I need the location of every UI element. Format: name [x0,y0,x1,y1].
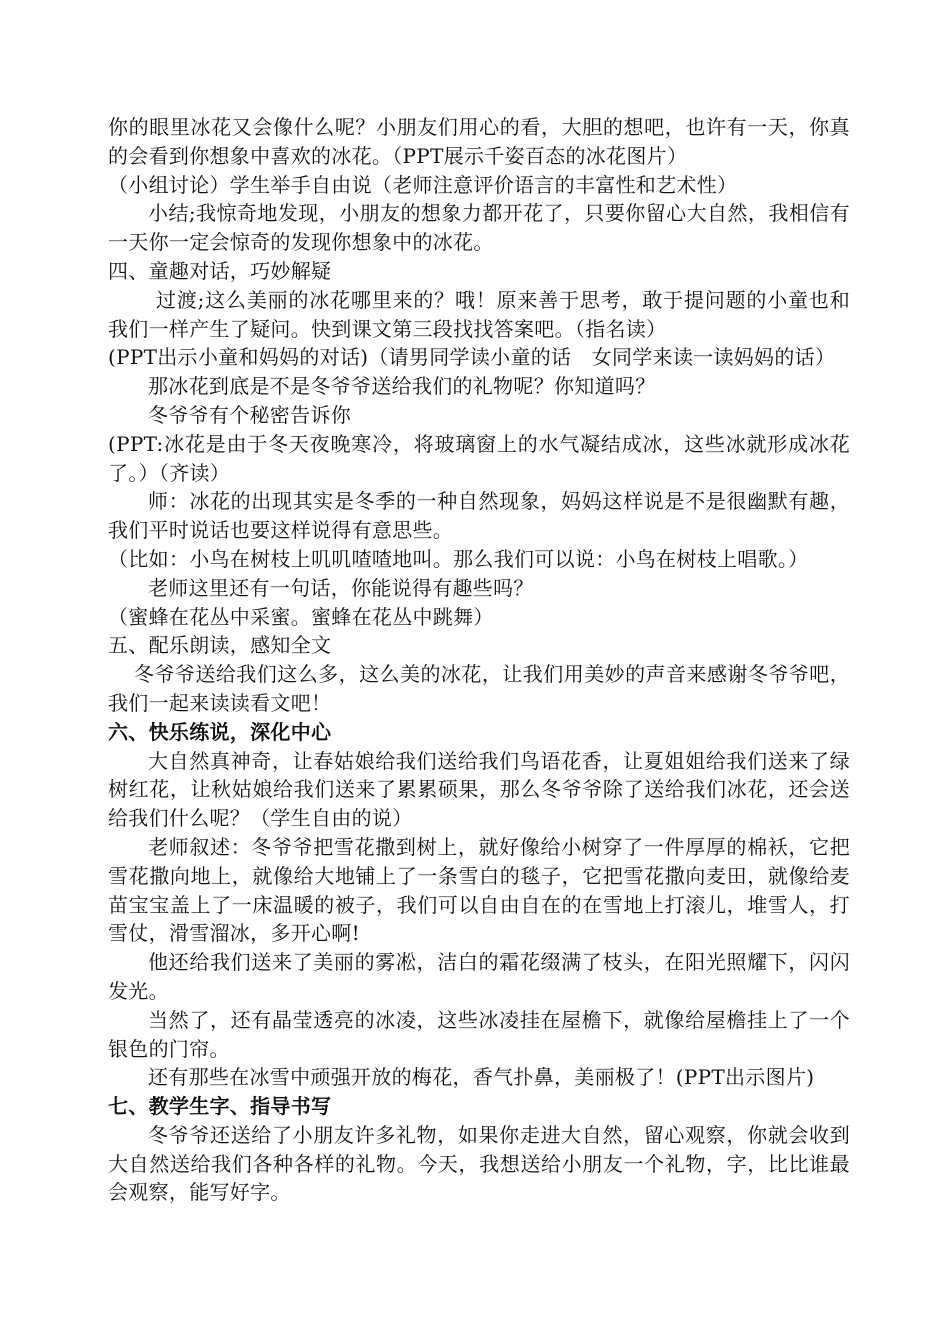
paragraph-nature-gifts: 大自然真神奇，让春姑娘给我们送给我们鸟语花香，让夏姐姐给我们送来了绿树红花，让秋姑娘给我们送来了累累硕果，那么冬爷爷除了送给我们冰花，还会送给我们什么呢？（学生自由的说） [108,748,850,831]
paragraph-teacher-note: 师：冰花的出现其实是冬季的一种自然现象，妈妈这样说是不是很幽默有趣，我们平时说话也要这样说得有意思些。 [108,489,850,543]
document-page [108,113,850,1207]
section-heading-7: 七、教学生字、指导书写 [108,1094,332,1119]
paragraph-teacher-sentence: 老师这里还有一句话，你能说得有趣些吗？ [148,575,534,600]
paragraph-plum-blossoms: 还有那些在冰雪中顽强开放的梅花，香气扑鼻，美丽极了！(PPT出示图片) [148,1065,815,1090]
section-heading-6: 六、快乐练说，深化中心 [108,719,332,744]
paragraph-bird-example: （比如：小鸟在树枝上叽叽喳喳地叫。那么我们可以说：小鸟在树枝上唱歌。） [108,546,809,571]
paragraph-music-reading: 冬爷爷送给我们这么多，这么美的冰花，让我们用美妙的声音来感谢冬爷爷吧，我们一起来读读看文吧！ [108,662,850,715]
paragraph-ppt-explanation: (PPT:冰花是由于冬天夜晚寒冷，将玻璃窗上的水气凝结成冰，这些冰就形成冰花了。）（齐读） [108,431,850,485]
paragraph-question: 那冰花到底是不是冬爷爷送给我们的礼物呢？你知道吗？ [148,374,656,399]
paragraph-characters-gift: 冬爷爷还送给了小朋友许多礼物，如果你走进大自然，留心观察，你就会收到大自然送给我们各种各样的礼物。今天，我想送给小朋友一个礼物，字，比比谁最会观察，能写好字。 [108,1122,850,1205]
paragraph-summary: 小结;我惊奇地发现，小朋友的想象力都开花了，只要你留心大自然，我相信有一天你一定会惊奇的发现你想象中的冰花。 [108,201,850,255]
section-heading-4: 四、童趣对话，巧妙解疑 [108,258,332,283]
paragraph-bee-example: （蜜蜂在花丛中采蜜。蜜蜂在花丛中跳舞） [108,604,494,629]
paragraph-group-discussion: （小组讨论）学生举手自由说（老师注意评价语言的丰富性和艺术性） [108,172,738,197]
paragraph-ice-flower-imagination: 你的眼里冰花又会像什么呢？小朋友们用心的看，大胆的想吧，也许有一天，你真的会看到你想象中喜欢的冰花。（PPT展示千姿百态的冰花图片） [108,115,850,168]
paragraph-ppt-dialogue: (PPT出示小童和妈妈的对话)（请男同学读小童的话 女同学来读一读妈妈的话） [108,345,836,370]
section-heading-5: 五、配乐朗读，感知全文 [108,633,332,658]
paragraph-teacher-narration: 老师叙述：冬爷爷把雪花撒到树上，就好像给小树穿了一件厚厚的棉袄，它把雪花撒向地上，就像给大地铺上了一条雪白的毯子，它把雪花撒向麦田，就像给麦苗宝宝盖上了一床温暖的被子，我们可以自由自在的在雪地上打滚儿，堆雪人，打雪仗，滑雪溜冰，多开心啊! [108,834,850,946]
paragraph-transition: 过渡;这么美丽的冰花哪里来的？哦！原来善于思考，敢于提问题的小童也和我们一样产生了疑问。快到课文第三段找找答案吧。（指名读） [108,287,850,341]
paragraph-icicles: 当然了，还有晶莹透亮的冰凌，这些冰凌挂在屋檐下，就像给屋檐挂上了一个银色的门帘。 [108,1007,850,1061]
paragraph-secret: 冬爷爷有个秘密告诉你 [148,402,351,427]
paragraph-rime: 他还给我们送来了美丽的雾凇，洁白的霜花缀满了枝头，在阳光照耀下，闪闪发光。 [108,950,850,1003]
